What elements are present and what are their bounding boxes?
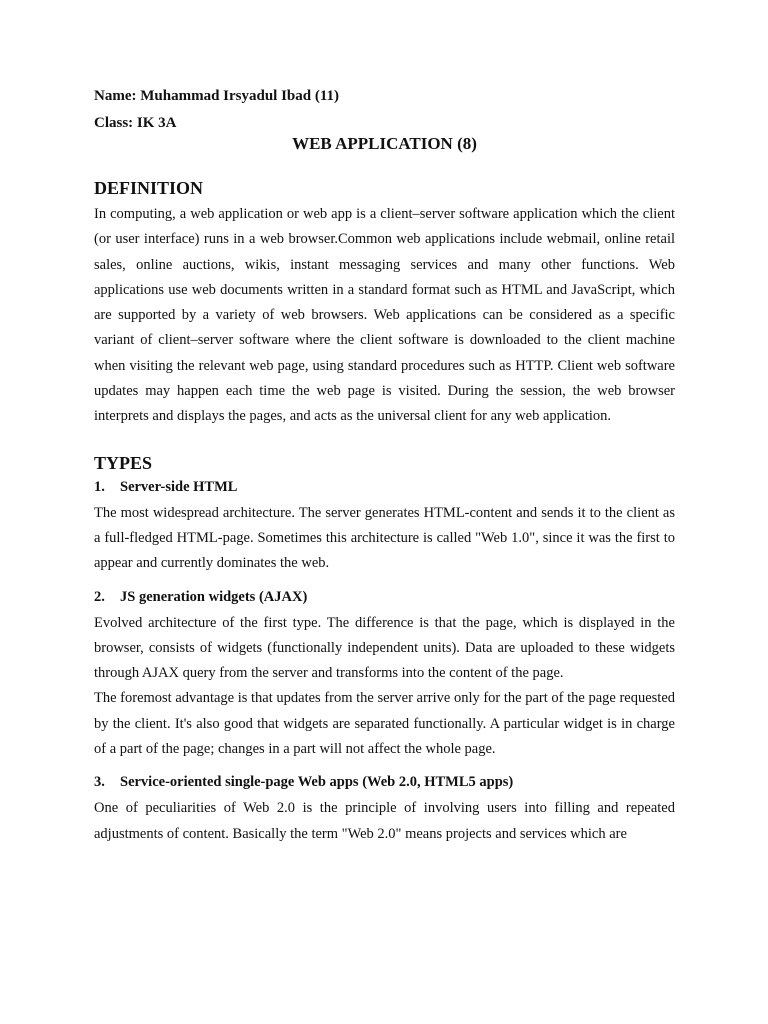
type-title: JS generation widgets (AJAX) [120,588,308,605]
definition-section [94,176,675,430]
type-number: 2. [94,588,105,605]
type-heading [94,477,675,497]
type-item [94,587,675,763]
type-heading [94,587,675,607]
type-title: Service-oriented single-page Web apps (Web 2.0, HTML5 apps) [120,774,514,791]
type-title: Server-side HTML [120,478,238,495]
types-section [94,451,675,847]
type-paragraph: The foremost advantage is that updates from the server arrive only for the part of the page requested by the client. It's also good that widgets are separated functionally. A particular widget is in charge of a part of the page; changes in a part will not affect the whole page. [94,690,675,758]
definition-paragraph: In computing, a web application or web app is a client–server software application which the client (or user interface) runs in a web browser.Common web applications include webmail, online retail sales, online auctions, wikis, instant messaging services and many other functions. Web applications use web documents written in a standard format such as HTML and JavaScript, which are supported by a variety of web browsers. Web applications can be considered as a specific variant of client–server software where the client software is downloaded to the client machine when visiting the relevant web page, using standard procedures such as HTTP. Client web software updates may happen each time the web page is visited. During the session, the web browser interprets and displays the pages, and acts as the universal client for any web application. [94,206,675,425]
student-name: Name: Muhammad Irsyadul Ibad (11) [94,88,340,104]
document-page [94,86,675,847]
document-title: WEB APPLICATION (8) [292,134,477,153]
type-number: 1. [94,478,105,495]
type-heading [94,772,675,792]
types-heading: TYPES [94,452,153,473]
type-item [94,477,675,577]
type-number: 3. [94,774,105,791]
type-paragraph: The most widespread architecture. The server generates HTML-content and sends it to the client as a full-fledged HTML-page. Sometimes this architecture is called "Web 1.0", since it was the first to appear and currently dominates the web. [94,504,675,572]
type-paragraph: Evolved architecture of the first type. The difference is that the page, which is displayed in the browser, consists of widgets (functionally independent units). Data are uploaded to these widgets through AJAX query from the server and transforms into the content of the page. [94,614,675,682]
type-item [94,772,675,847]
student-class: Class: IK 3A [94,115,177,131]
type-paragraph: One of peculiarities of Web 2.0 is the principle of involving users into filling and repeated adjustments of content. Basically the term "Web 2.0" means projects and services which are [94,800,675,842]
definition-heading: DEFINITION [94,178,204,198]
